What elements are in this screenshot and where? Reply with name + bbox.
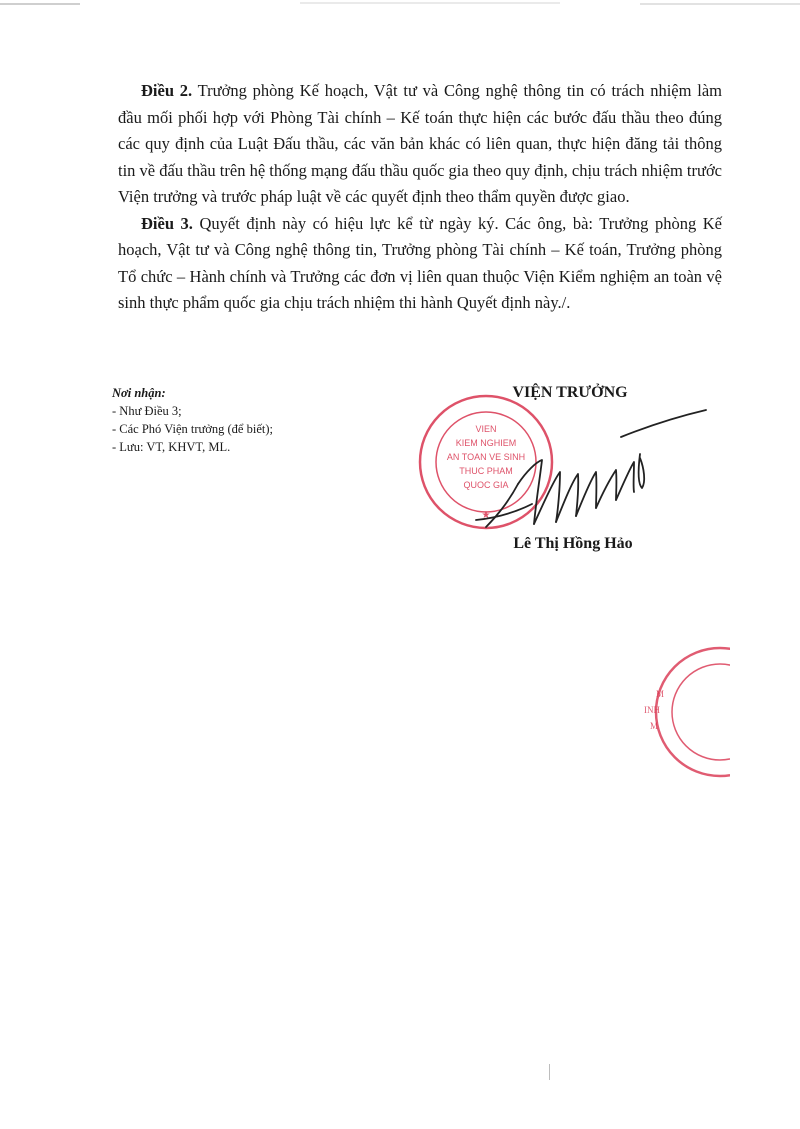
seal-line: AN TOAN VE SINH <box>446 452 526 462</box>
partial-seal <box>620 645 730 780</box>
svg-text:INH: INH <box>644 705 660 715</box>
svg-text:★: ★ <box>481 510 491 521</box>
article-3-text: Quyết định này có hiệu lực kể từ ngày ký. Các ông, bà: Trưởng phòng Kế hoạch, Vật tư và Công nghệ thông tin, Trưởng phòng Tài chính – Kế toán, Trưởng phòng Tổ chức – Hành chính và Trưởng các đơn vị liên quan thuộc Viện Kiểm nghiệm an toàn vệ sinh thực phẩm quốc gia chịu trách nhiệm thi hành Quyết định này./. <box>118 213 723 312</box>
signer-name: Lê Thị Hồng Hảo <box>513 535 633 552</box>
article-2 <box>118 78 722 211</box>
seal-line: VIEN <box>475 424 497 434</box>
recipients-block <box>112 384 273 456</box>
svg-text:M: M <box>650 721 659 731</box>
signer-title: VIỆN TRƯỞNG <box>512 384 628 401</box>
recipients-heading: Nơi nhận: <box>112 386 166 400</box>
seal-line: THUC PHAM <box>459 466 513 476</box>
article-2-label: Điều 2. <box>141 81 193 100</box>
recipient-item: - Như Điều 3; <box>112 404 182 418</box>
seal-line: QUOC GIA <box>463 480 509 490</box>
scan-mark <box>548 1064 551 1080</box>
scan-top-edge <box>0 0 800 12</box>
decision-body <box>118 78 722 317</box>
article-3 <box>118 211 722 317</box>
handwritten-signature <box>456 392 716 542</box>
recipient-item: - Lưu: VT, KHVT, ML. <box>112 440 231 454</box>
article-2-text: Trưởng phòng Kế hoạch, Vật tư và Công nghệ thông tin có trách nhiệm làm đầu mối phối hợp với Phòng Tài chính – Kế toán thực hiện các bước đấu thầu theo đúng các quy định của Luật Đấu thầu, các văn bản khác có liên quan, thực hiện đăng tải thông tin về đấu thầu trên hệ thống mạng đấu thầu quốc gia theo quy định, chịu trách nhiệm trước Viện trưởng và trước pháp luật về các quyết định theo thẩm quyền được giao. <box>118 81 722 206</box>
svg-text:M: M <box>656 689 665 699</box>
recipient-item: - Các Phó Viện trưởng (để biết); <box>112 422 273 436</box>
seal-line: KIEM NGHIEM <box>455 438 517 448</box>
article-3-label: Điều 3. <box>141 213 193 233</box>
